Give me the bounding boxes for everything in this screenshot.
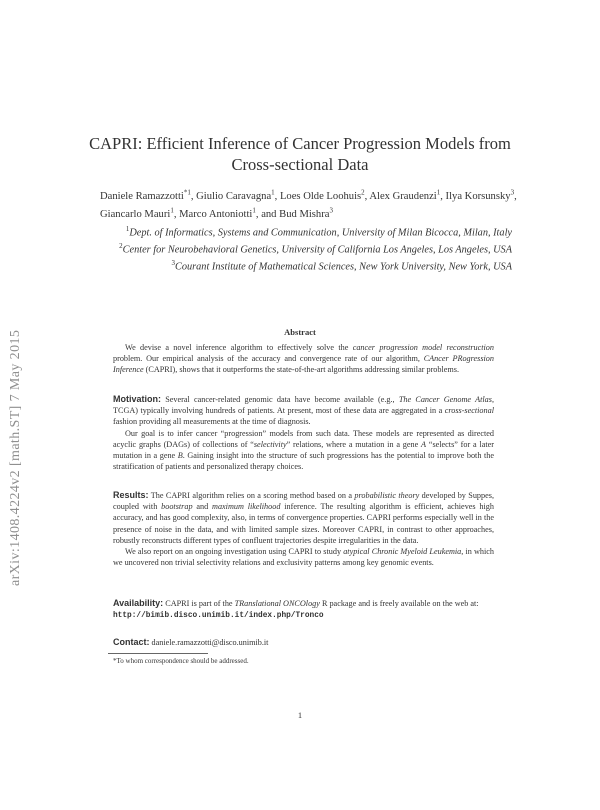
contact-email[interactable]: daniele.ramazzotti@disco.unimib.it	[149, 638, 269, 647]
project-url[interactable]: http://bimib.disco.unimib.it/index.php/Tronco	[113, 612, 324, 621]
affiliation: $^2$Center for Neurobehavioral Genetics, University of California Los Angeles, Los Angeles, USA	[119, 241, 512, 256]
section-label: Availability:	[113, 598, 164, 608]
author: Ilya Korsunsky$^3$,	[445, 188, 517, 202]
paper-title	[60, 133, 540, 175]
availability-section: Availability: CAPRI is part of the TRanslational ONCOlogy R package and is freely available on the web at: http://bimib.disco.unimib.it/index.php/Tronco	[113, 598, 479, 621]
results-section: Results: The CAPRI algorithm relies on a scoring method based on a probabilistic theory developed by Suppes, coupled with bootstrap and maximum likelihood inference. The resulting algorithm is efficient, achieves high accuracy, and has good complexity, also, in terms of convergence properties. CAPRI performs especially well in the presence of noise in the data, and with limited sample sizes. Moreover CAPRI, in contrast to other approaches, robustly reconstructs different types of confluent trajectories despite irregularities in the data. We also report on an ongoing investigation using CAPRI to study atypical Chronic Myeloid Leukemia, in which we uncovered non trivial selectivity relations and exclusivity patterns among key genomic events.	[113, 490, 494, 568]
author: Giulio Caravagna$^1$,	[196, 188, 280, 202]
contact-section	[113, 637, 494, 648]
footnote-rule	[108, 653, 208, 654]
author: Daniele Ramazzotti$^{*1}$,	[100, 188, 197, 202]
section-label: Results:	[113, 490, 149, 500]
section-label: Contact:	[113, 637, 150, 647]
affiliation: $^3$Courant Institute of Mathematical Sciences, New York University, New York, USA	[171, 258, 512, 273]
author-list	[100, 185, 520, 222]
abstract-intro: We devise a novel inference algorithm to effectively solve the cancer progression model reconstruction problem. Our empirical analysis of the accuracy and convergence rate of our algorithm, CAncer PRogression Inference (CAPRI), shows that it outperforms the state-of-the-art algorithms addressing similar problems.	[113, 343, 494, 375]
author: Loes Olde Loohuis$^2$,	[279, 188, 370, 202]
arxiv-stamp: arXiv:1408.4224v2 [math.ST] 7 May 2015	[8, 329, 23, 586]
footnote: *To whom correspondence should be addressed.	[113, 657, 249, 665]
affiliations	[92, 223, 512, 274]
author: Bud Mishra$^3$	[279, 206, 333, 221]
author: Giancarlo Mauri$^1$,	[100, 206, 180, 221]
author: Marco Antoniotti$^1$, and	[179, 206, 280, 221]
affiliation: $^1$Dept. of Informatics, Systems and Communication, University of Milan Bicocca, Milan, Italy	[125, 225, 512, 239]
title-line-2: Cross-sectional Data	[231, 155, 369, 174]
title-line-1: CAPRI: Efficient Inference of Cancer Progression Models from	[89, 134, 511, 153]
section-label: Motivation:	[113, 394, 161, 404]
page-number: 1	[297, 710, 303, 720]
motivation-section: Motivation: Several cancer-related genomic data have become available (e.g., The Cancer Genome Atlas, TCGA) typically involving hundreds of patients. At present, most of these data are aggregated in a cross-sectional fashion providing all measurements at the time of diagnosis. Our goal is to infer cancer “progression” models from such data. These models are represented as directed acyclic graphs (DAGs) of collections of “selectivity” relations, where a mutation in a gene A “selects” for a later mutation in a gene B. Gaining insight into the structure of such progressions has the potential to improve both the stratification of patients and personalized therapy choices.	[113, 394, 494, 472]
abstract-heading: Abstract	[284, 327, 316, 337]
author: Alex Graudenzi$^1$,	[369, 188, 446, 202]
